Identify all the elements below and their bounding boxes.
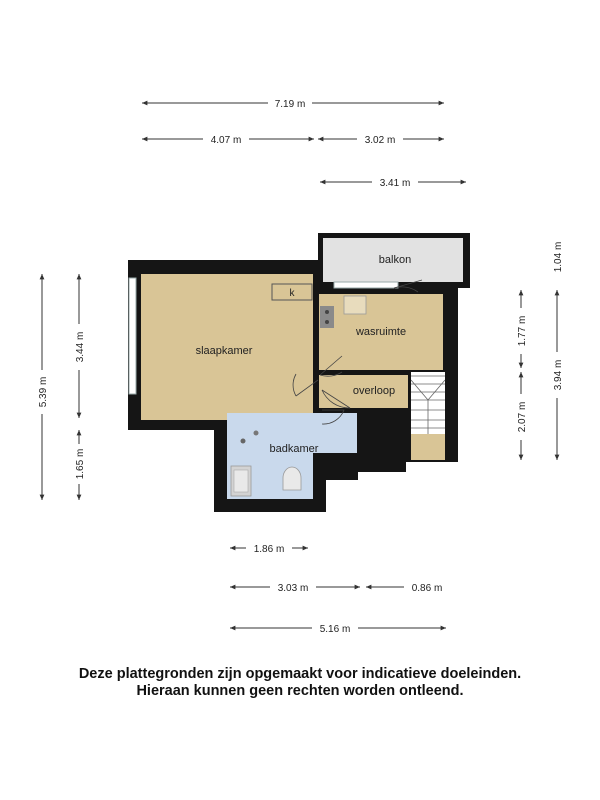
dim-right-total: 3.94 m bbox=[553, 359, 564, 391]
label-badkamer: badkamer bbox=[269, 443, 319, 455]
label-overloop: overloop bbox=[352, 385, 396, 397]
dim-top-balkon: 3.41 m bbox=[379, 178, 411, 189]
label-balkon: balkon bbox=[378, 254, 412, 266]
dim-top-left: 4.07 m bbox=[210, 135, 242, 146]
dim-top-total: 7.19 m bbox=[274, 99, 306, 110]
shower-drain bbox=[241, 439, 246, 444]
dim-right-lower: 2.07 m bbox=[517, 401, 528, 433]
dim-right-balkon: 1.04 m bbox=[553, 241, 564, 273]
label-kast: k bbox=[289, 288, 295, 299]
disclaimer-line-2: Hieraan kunnen geen rechten worden ontleend. bbox=[136, 683, 464, 699]
dim-bottom-small: 0.86 m bbox=[411, 583, 443, 594]
dim-left-upper: 3.44 m bbox=[75, 331, 86, 363]
dim-left-total: 5.39 m bbox=[38, 376, 49, 408]
disclaimer-line-1: Deze plattegronden zijn opgemaakt voor indicatieve doeleinden. bbox=[78, 666, 522, 682]
dim-bottom-badkamer: 1.86 m bbox=[253, 544, 285, 555]
dim-bottom-mid: 3.03 m bbox=[277, 583, 309, 594]
dim-top-right: 3.02 m bbox=[364, 135, 396, 146]
toilet-fixture bbox=[283, 467, 301, 490]
dim-right-wasruimte: 1.77 m bbox=[517, 315, 528, 347]
dim-bottom-total: 5.16 m bbox=[319, 624, 351, 635]
appliance-outline bbox=[344, 296, 366, 314]
label-wasruimte: wasruimte bbox=[355, 326, 407, 338]
label-slaapkamer: slaapkamer bbox=[195, 345, 253, 357]
sink-fixture bbox=[320, 306, 334, 328]
dim-left-lower: 1.65 m bbox=[75, 448, 86, 480]
staircase bbox=[411, 372, 445, 460]
